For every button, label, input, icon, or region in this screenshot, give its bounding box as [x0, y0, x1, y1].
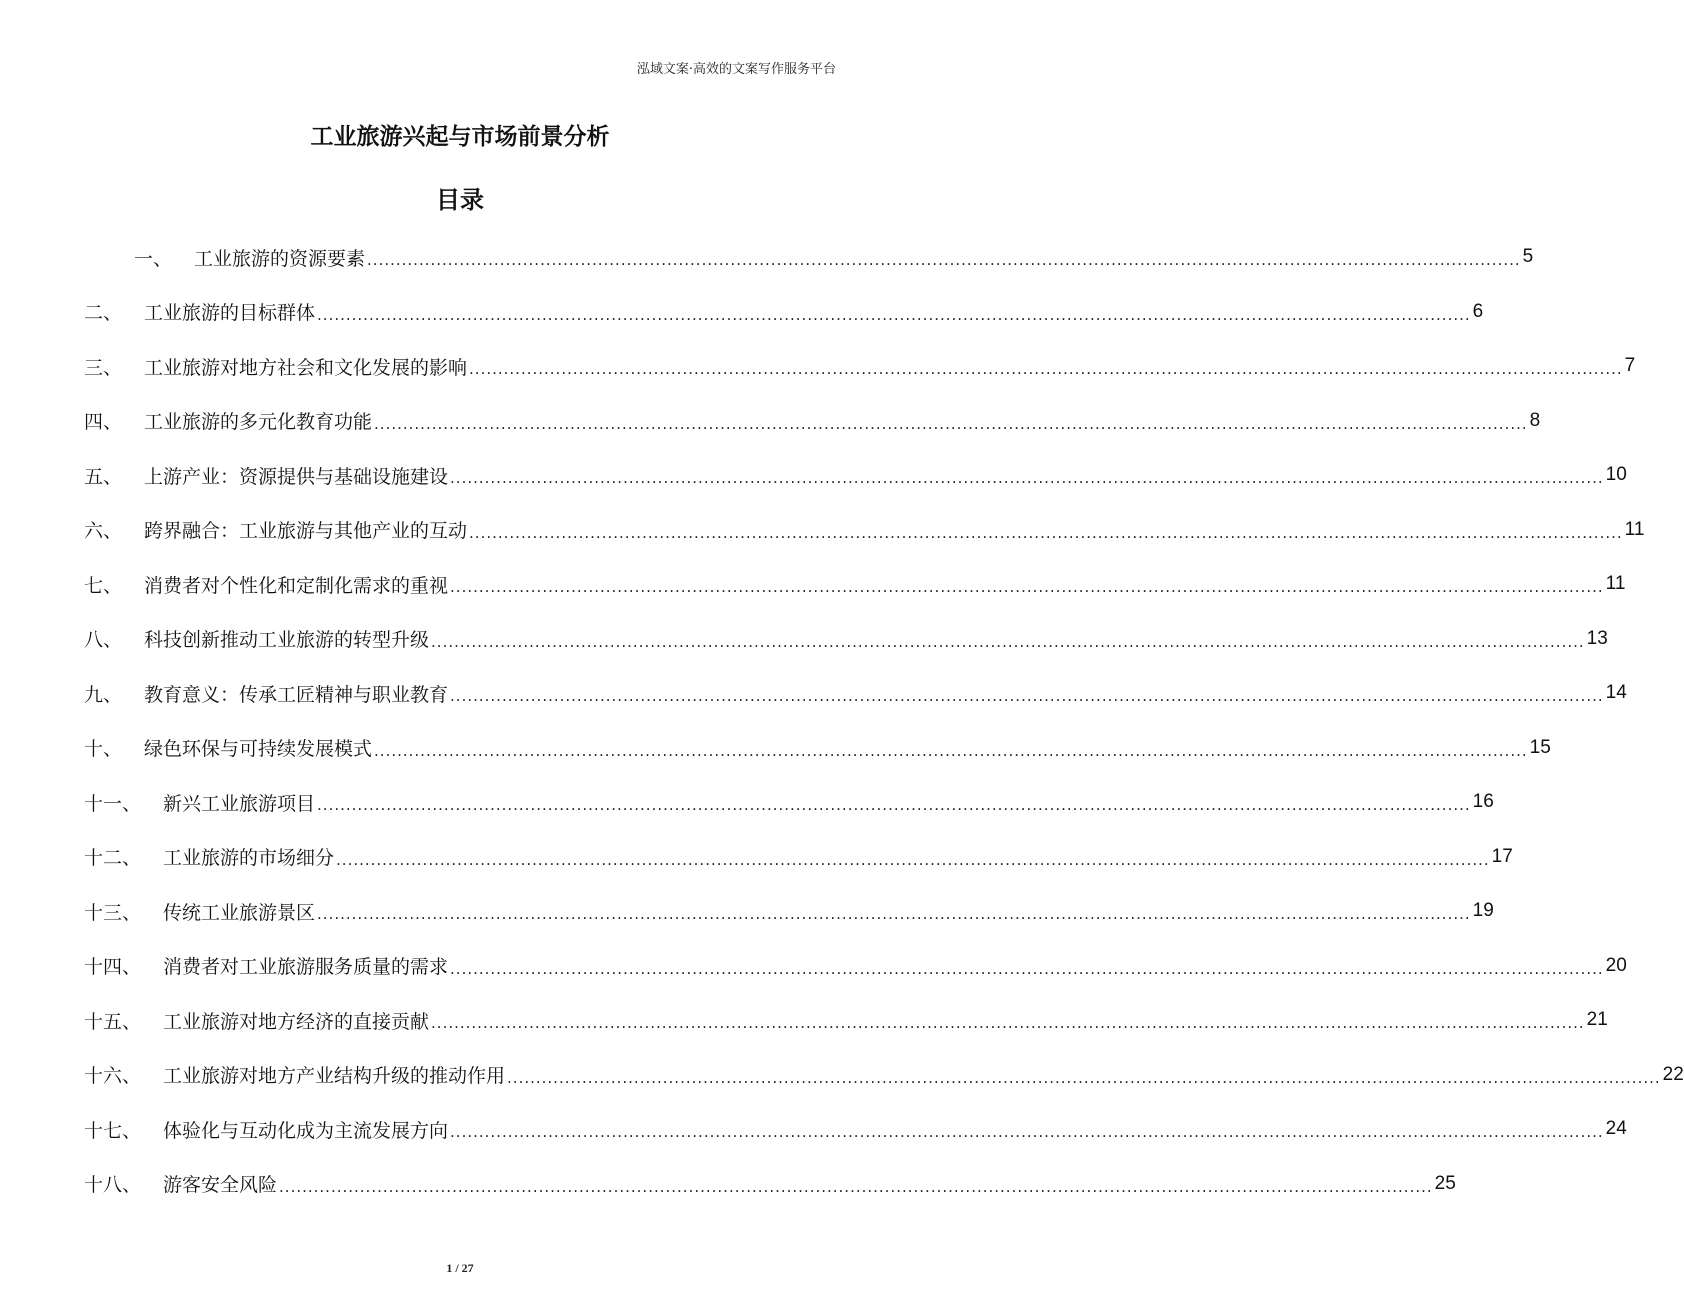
toc-entry[interactable] — [84, 394, 1541, 449]
toc-entry-title: 游客安全风险 — [163, 1174, 278, 1197]
toc-entry-title: 工业旅游的资源要素 — [194, 247, 366, 270]
toc-dot-leader: ........................................................................................................................................................................................................ — [431, 1014, 1585, 1033]
toc-entry[interactable] — [84, 339, 1636, 394]
toc-entry-number: 四、 — [84, 411, 123, 434]
toc-entry-page-number: 21 — [1586, 1009, 1608, 1031]
toc-entry-page-number: 17 — [1491, 845, 1513, 867]
toc-entry-number: 十六、 — [84, 1065, 142, 1088]
toc-entry-title: 绿色环保与可持续发展模式 — [144, 738, 373, 761]
toc-entry[interactable] — [84, 939, 1627, 994]
toc-dot-leader: ........................................................................................................................................................................................................ — [336, 850, 1490, 869]
toc-entry-title: 上游产业：资源提供与基础设施建设 — [144, 465, 449, 488]
toc-entry[interactable] — [84, 666, 1627, 721]
toc-heading: 目录 — [436, 186, 484, 214]
toc-entry-number: 十三、 — [84, 901, 142, 924]
toc-entry-page-number: 22 — [1662, 1063, 1684, 1085]
toc-dot-leader: ........................................................................................................................................................................................................ — [450, 578, 1604, 597]
toc-entry-number: 五、 — [84, 465, 123, 488]
toc-entry-title: 新兴工业旅游项目 — [163, 792, 316, 815]
toc-entry-number: 十七、 — [84, 1119, 142, 1142]
toc-dot-leader: ........................................................................................................................................................................................................ — [507, 1068, 1661, 1087]
toc-entry-title: 科技创新推动工业旅游的转型升级 — [144, 629, 430, 652]
toc-entry-number: 十四、 — [84, 956, 142, 979]
toc-entry-number: 一、 — [134, 247, 173, 270]
toc-dot-leader: ........................................................................................................................................................................................................ — [374, 741, 1528, 760]
toc-entry-page-number: 14 — [1605, 682, 1627, 704]
toc-entry[interactable] — [84, 503, 1645, 558]
toc-entry-title: 体验化与互动化成为主流发展方向 — [163, 1119, 449, 1142]
toc-dot-leader: ........................................................................................................................................................................................................ — [367, 251, 1521, 270]
toc-entry-number: 七、 — [84, 574, 123, 597]
toc-entry-page-number: 13 — [1586, 627, 1608, 649]
toc-dot-leader: ........................................................................................................................................................................................................ — [450, 687, 1604, 706]
toc-entry-title: 工业旅游的市场细分 — [163, 847, 335, 870]
toc-dot-leader: ........................................................................................................................................................................................................ — [450, 959, 1604, 978]
toc-entry-title: 传统工业旅游景区 — [163, 901, 316, 924]
toc-entry-page-number: 5 — [1522, 246, 1534, 268]
toc-entry[interactable] — [84, 775, 1494, 830]
toc-entry[interactable] — [84, 993, 1608, 1048]
toc-entry[interactable] — [84, 1157, 1456, 1212]
toc-entry-title: 工业旅游的多元化教育功能 — [144, 411, 373, 434]
toc-dot-leader: ........................................................................................................................................................................................................ — [317, 305, 1471, 324]
toc-entry-number: 十八、 — [84, 1174, 142, 1197]
toc-entry-number: 十五、 — [84, 1010, 142, 1033]
toc-dot-leader: ........................................................................................................................................................................................................ — [450, 1123, 1604, 1142]
toc-dot-leader: ........................................................................................................................................................................................................ — [317, 905, 1471, 924]
toc-entry[interactable] — [84, 557, 1626, 612]
toc-entry-title: 工业旅游对地方经济的直接贡献 — [163, 1010, 430, 1033]
toc-dot-leader: ........................................................................................................................................................................................................ — [450, 469, 1604, 488]
toc-entry-number: 二、 — [84, 302, 123, 325]
toc-entry-number: 十、 — [84, 738, 123, 761]
toc-entry[interactable] — [84, 1048, 1684, 1103]
toc-entry[interactable] — [84, 721, 1551, 776]
toc-entry-page-number: 16 — [1472, 791, 1494, 813]
toc-entry-page-number: 11 — [1624, 518, 1645, 540]
document-title: 工业旅游兴起与市场前景分析 — [310, 124, 610, 150]
toc-entry-page-number: 10 — [1605, 464, 1627, 486]
toc-entry-title: 工业旅游对地方社会和文化发展的影响 — [144, 356, 468, 379]
toc-entry-number: 六、 — [84, 520, 123, 543]
toc-entry-number: 十一、 — [84, 792, 142, 815]
toc-entry-page-number: 7 — [1624, 355, 1636, 377]
toc-entry[interactable] — [84, 230, 1534, 285]
toc-entry-page-number: 24 — [1605, 1118, 1627, 1140]
toc-dot-leader: ........................................................................................................................................................................................................ — [469, 523, 1623, 542]
table-of-contents — [84, 230, 1684, 1211]
toc-entry-page-number: 15 — [1529, 736, 1551, 758]
toc-entry-page-number: 19 — [1472, 900, 1494, 922]
toc-entry-page-number: 25 — [1434, 1172, 1456, 1194]
toc-dot-leader: ........................................................................................................................................................................................................ — [431, 632, 1585, 651]
toc-entry-number: 九、 — [84, 683, 123, 706]
toc-entry-page-number: 8 — [1529, 409, 1541, 431]
toc-entry[interactable] — [84, 884, 1494, 939]
toc-entry-title: 跨界融合：工业旅游与其他产业的互动 — [144, 520, 468, 543]
toc-entry-title: 消费者对工业旅游服务质量的需求 — [163, 956, 449, 979]
toc-entry-page-number: 11 — [1605, 573, 1626, 595]
toc-entry[interactable] — [84, 612, 1608, 667]
toc-entry-number: 十二、 — [84, 847, 142, 870]
toc-entry[interactable] — [84, 448, 1627, 503]
toc-entry[interactable] — [84, 1102, 1627, 1157]
toc-entry-title: 教育意义：传承工匠精神与职业教育 — [144, 683, 449, 706]
header-brand: 泓域文案·高效的文案写作服务平台 — [636, 62, 836, 77]
toc-entry-title: 工业旅游对地方产业结构升级的推动作用 — [163, 1065, 506, 1088]
toc-entry-page-number: 6 — [1472, 300, 1484, 322]
toc-dot-leader: ........................................................................................................................................................................................................ — [279, 1177, 1433, 1196]
toc-entry[interactable] — [84, 830, 1513, 885]
toc-dot-leader: ........................................................................................................................................................................................................ — [469, 360, 1623, 379]
toc-entry-number: 八、 — [84, 629, 123, 652]
toc-dot-leader: ........................................................................................................................................................................................................ — [374, 414, 1528, 433]
toc-entry-title: 工业旅游的目标群体 — [144, 302, 316, 325]
toc-entry-title: 消费者对个性化和定制化需求的重视 — [144, 574, 449, 597]
toc-entry-page-number: 20 — [1605, 954, 1627, 976]
toc-dot-leader: ........................................................................................................................................................................................................ — [317, 796, 1471, 815]
toc-entry[interactable] — [84, 285, 1484, 340]
page-indicator: 1 / 27 — [446, 1261, 474, 1275]
toc-entry-number: 三、 — [84, 356, 123, 379]
